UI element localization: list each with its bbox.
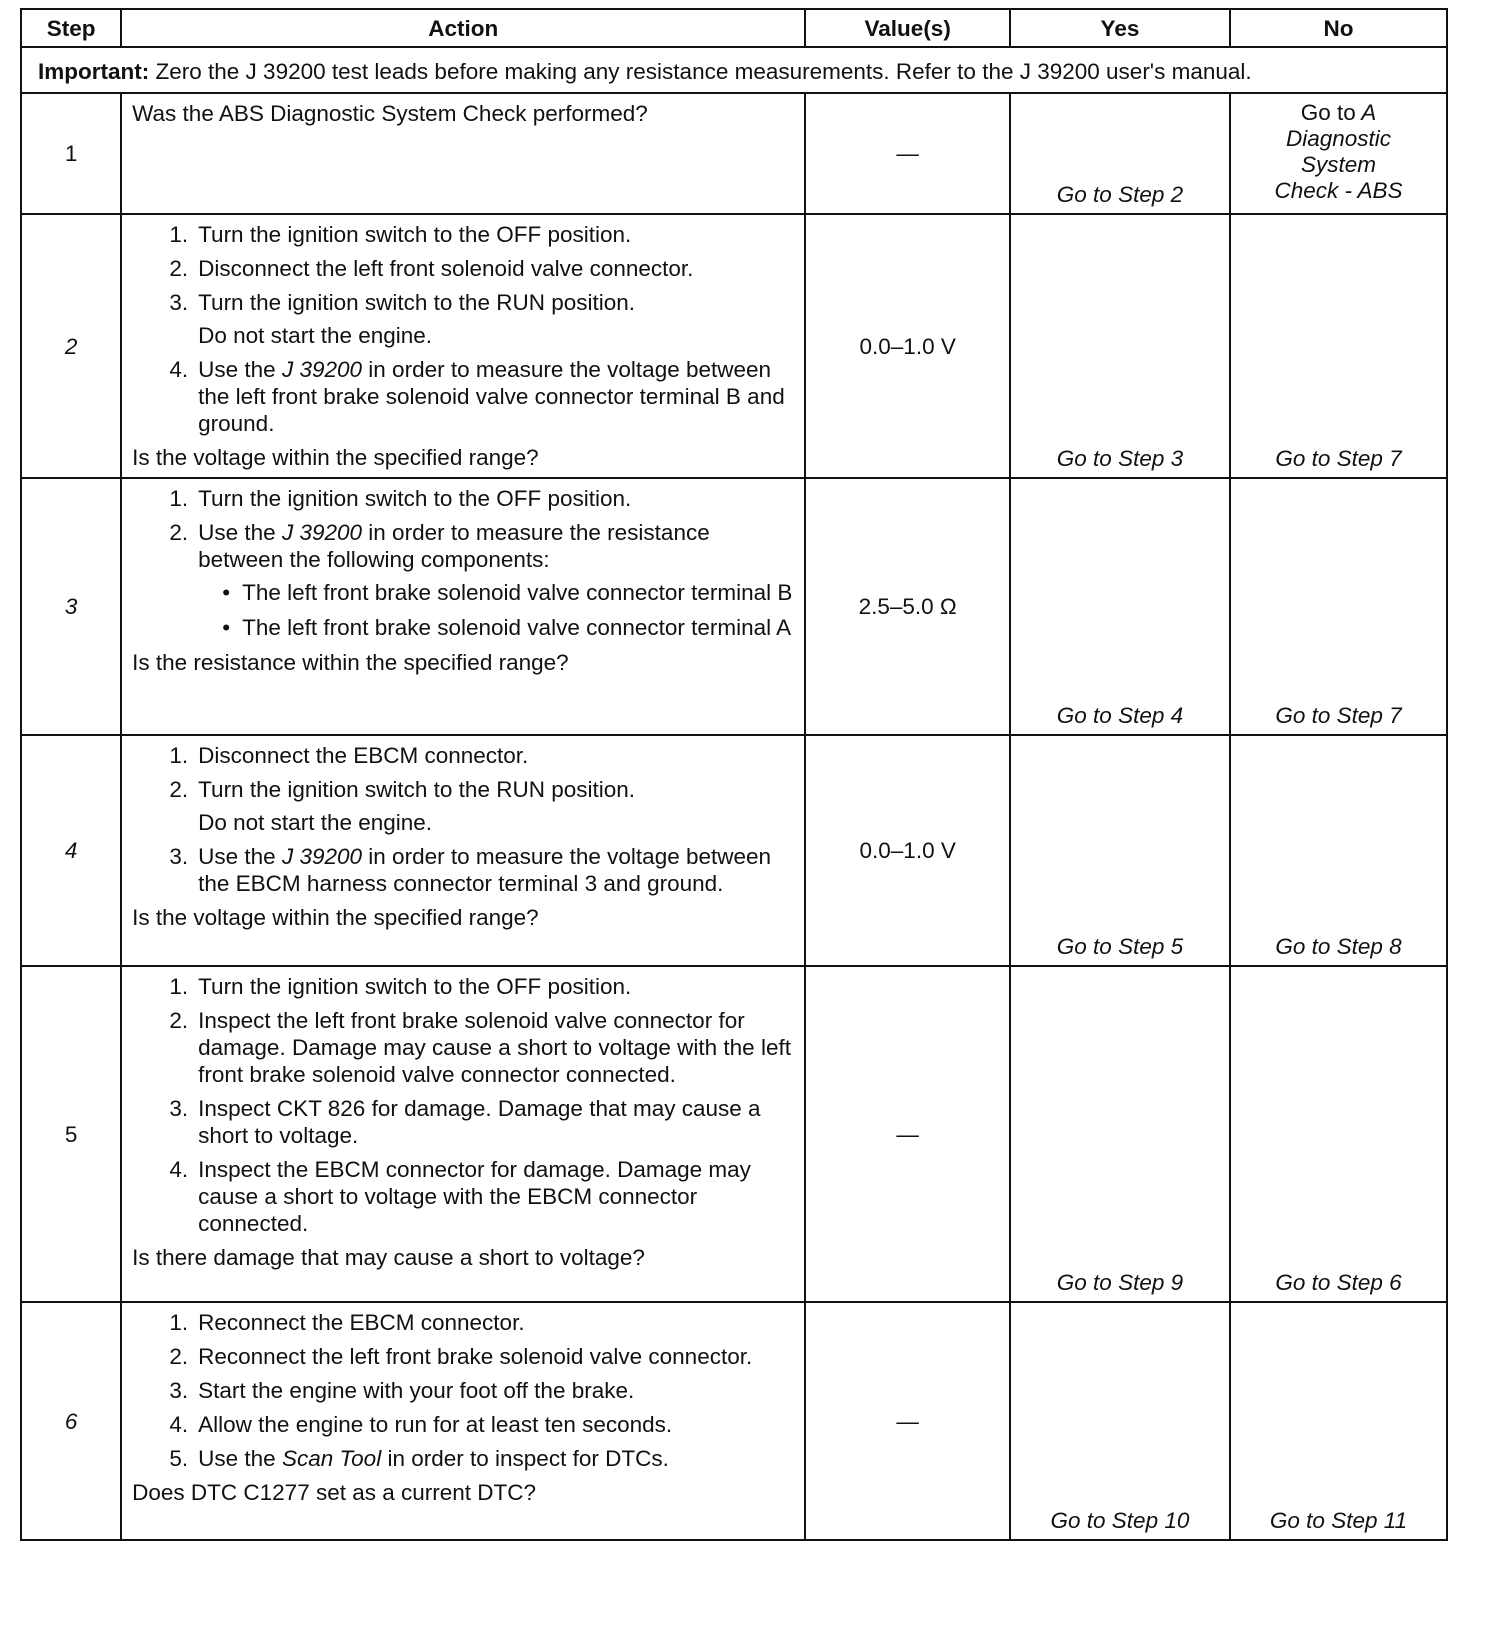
- step-number: 2: [21, 214, 121, 478]
- important-label: Important:: [38, 58, 150, 84]
- header-action: Action: [121, 9, 805, 47]
- list-item: 1. Turn the ignition switch to the OFF position.: [169, 222, 632, 247]
- action-cell: [121, 1302, 805, 1540]
- table-row: [21, 1302, 1447, 1540]
- important-row: [21, 47, 1447, 93]
- table-row: [21, 214, 1447, 478]
- action-cell: [121, 214, 805, 478]
- list-item: 1. Disconnect the EBCM connector.: [169, 743, 529, 768]
- action-list: [132, 742, 794, 803]
- list-item: 1. Reconnect the EBCM connector.: [169, 1310, 525, 1335]
- action-list: [132, 843, 794, 897]
- action-list: [132, 485, 794, 573]
- question: Was the ABS Diagnostic System Check performed?: [132, 101, 648, 126]
- value-cell: 2.5–5.0 Ω: [805, 478, 1009, 735]
- table-row: [21, 735, 1447, 966]
- list-item: 3. Inspect CKT 826 for damage. Damage that may cause a short to voltage.: [169, 1096, 761, 1148]
- list-item: 4. Use the J 39200 in order to measure the voltage between the left front brake solenoid valve connector terminal B and ground.: [169, 357, 785, 436]
- step-number: 3: [21, 478, 121, 735]
- list-item: 3. Use the J 39200 in order to measure the voltage between the EBCM harness connector terminal 3 and ground.: [169, 844, 772, 896]
- list-item: 5. Use the Scan Tool in order to inspect for DTCs.: [169, 1446, 669, 1471]
- question: Is there damage that may cause a short to voltage?: [132, 1245, 645, 1270]
- value-cell: —: [805, 1302, 1009, 1540]
- table-row: [21, 478, 1447, 735]
- value-cell: 0.0–1.0 V: [805, 214, 1009, 478]
- action-cell: [121, 478, 805, 735]
- action-list: [132, 973, 794, 1237]
- step-number: 5: [21, 966, 121, 1302]
- question: Does DTC C1277 set as a current DTC?: [132, 1480, 537, 1505]
- yes-cell: Go to Step 4: [1010, 478, 1230, 735]
- yes-cell: Go to Step 3: [1010, 214, 1230, 478]
- important-note: [21, 47, 1447, 93]
- list-item: 2. Turn the ignition switch to the RUN position.: [169, 777, 636, 802]
- list-item: 1. Turn the ignition switch to the OFF position.: [169, 974, 632, 999]
- header-row: [21, 9, 1447, 47]
- tool-reference: J 39200: [281, 520, 363, 545]
- tool-reference: J 39200: [281, 844, 363, 869]
- action-note: Do not start the engine.: [198, 810, 433, 835]
- diag-link-1: Diagnostic: [1285, 126, 1392, 151]
- list-item: 2. Reconnect the left front brake solenoid valve connector.: [169, 1344, 753, 1369]
- action-cell: [121, 966, 805, 1302]
- list-item: 1. Turn the ignition switch to the OFF position.: [169, 486, 632, 511]
- list-item: 3. Turn the ignition switch to the RUN position.: [169, 290, 636, 315]
- action-cell: [121, 735, 805, 966]
- header-step: Step: [21, 9, 121, 47]
- question: Is the voltage within the specified range?: [132, 905, 539, 930]
- list-item: 3. Start the engine with your foot off the brake.: [169, 1378, 635, 1403]
- diag-link-2: System: [1300, 152, 1376, 177]
- no-cell: [1230, 93, 1447, 214]
- action-list: [132, 1309, 794, 1472]
- no-cell: Go to Step 7: [1230, 478, 1447, 735]
- step-number: 6: [21, 1302, 121, 1540]
- action-cell: [121, 93, 805, 214]
- go-to-label: Go to: [1300, 100, 1356, 125]
- list-item: • The left front brake solenoid valve connector terminal B: [222, 580, 793, 605]
- yes-cell: Go to Step 10: [1010, 1302, 1230, 1540]
- list-item: 2. Use the J 39200 in order to measure the resistance between the following components:: [169, 520, 710, 572]
- diag-link-a: A: [1361, 100, 1377, 125]
- list-item: 4. Allow the engine to run for at least ten seconds.: [169, 1412, 673, 1437]
- list-item: 4. Inspect the EBCM connector for damage. Damage may cause a short to voltage with the EBCM connector connected.: [169, 1157, 751, 1236]
- action-list: [132, 221, 794, 316]
- diagnostic-table: [20, 8, 1448, 1541]
- table-row: [21, 93, 1447, 214]
- value-cell: 0.0–1.0 V: [805, 735, 1009, 966]
- no-cell: Go to Step 8: [1230, 735, 1447, 966]
- bullet-list: [132, 579, 794, 641]
- no-cell: Go to Step 6: [1230, 966, 1447, 1302]
- yes-cell: Go to Step 2: [1010, 93, 1230, 214]
- list-item: • The left front brake solenoid valve connector terminal A: [222, 615, 792, 640]
- table-row: [21, 966, 1447, 1302]
- header-values: Value(s): [805, 9, 1009, 47]
- tool-reference: Scan Tool: [281, 1446, 382, 1471]
- step-number: 4: [21, 735, 121, 966]
- question: Is the resistance within the specified range?: [132, 650, 569, 675]
- no-cell: Go to Step 7: [1230, 214, 1447, 478]
- step-number: 1: [21, 93, 121, 214]
- action-note: Do not start the engine.: [198, 323, 433, 348]
- header-yes: Yes: [1010, 9, 1230, 47]
- diag-link-3: Check - ABS: [1274, 178, 1403, 203]
- yes-cell: Go to Step 9: [1010, 966, 1230, 1302]
- important-text: Zero the J 39200 test leads before making any resistance measurements. Refer to the J 39200 user's manual.: [155, 58, 1252, 84]
- header-no: No: [1230, 9, 1447, 47]
- no-cell: Go to Step 11: [1230, 1302, 1447, 1540]
- list-item: 2. Disconnect the left front solenoid valve connector.: [169, 256, 694, 281]
- question: Is the voltage within the specified range?: [132, 445, 539, 470]
- list-item: 2. Inspect the left front brake solenoid valve connector for damage. Damage may cause a short to voltage with the left front brake solenoid valve connector connected.: [169, 1008, 791, 1087]
- action-list: [132, 356, 794, 437]
- value-cell: —: [805, 966, 1009, 1302]
- value-cell: —: [805, 93, 1009, 214]
- tool-reference: J 39200: [281, 357, 363, 382]
- yes-cell: Go to Step 5: [1010, 735, 1230, 966]
